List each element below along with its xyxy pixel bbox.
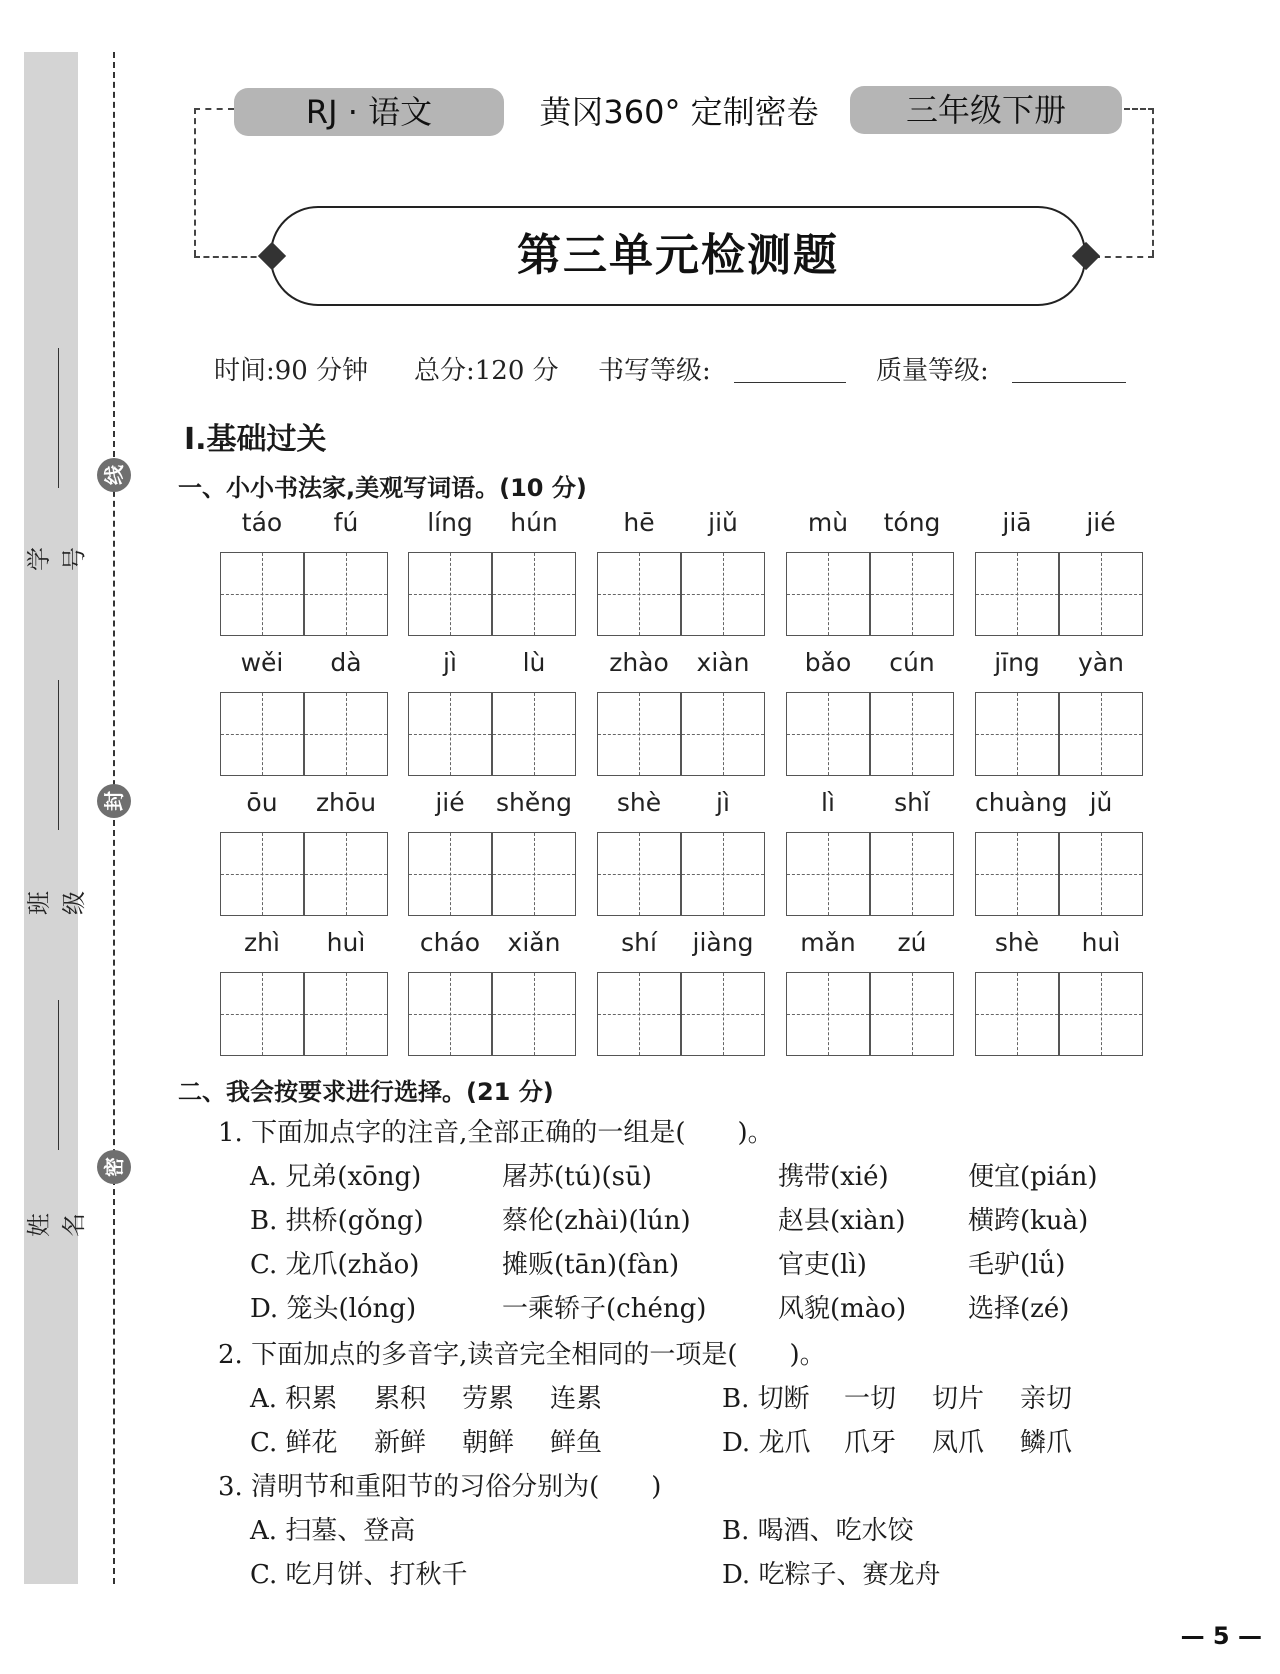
writing-cell[interactable]: [597, 972, 681, 1056]
writing-cell[interactable]: [975, 692, 1059, 776]
q2-2-item: 凤爪: [932, 1428, 985, 1458]
writing-cell[interactable]: [220, 692, 304, 776]
writing-cell[interactable]: [681, 552, 765, 636]
word-box[interactable]: [220, 508, 388, 636]
word-box[interactable]: [408, 788, 576, 916]
writing-cell[interactable]: [1059, 972, 1143, 1056]
word-box[interactable]: [597, 788, 765, 916]
q2-2-item: 切片: [932, 1384, 985, 1414]
pinyin-label: zhào: [609, 648, 669, 677]
q2-1-option[interactable]: C. 龙爪(zhǎo): [250, 1250, 420, 1280]
q2-3-option-c[interactable]: C. 吃月饼、打秋千: [250, 1560, 468, 1590]
q2-2-item: 连累: [550, 1384, 603, 1414]
word-box[interactable]: [975, 788, 1143, 916]
q2-2-item: 亲切: [1020, 1384, 1073, 1414]
q2-2-item: 累积: [374, 1384, 427, 1414]
q2-2-option[interactable]: B. 切断: [722, 1384, 810, 1414]
pinyin-label: zú: [897, 928, 927, 957]
question-1-title: 一、小小书法家,美观写词语。(10 分): [178, 474, 587, 502]
pinyin-label: jì: [716, 788, 730, 817]
name-blank[interactable]: [58, 1000, 59, 1150]
subject-pill: RJ · 语文: [234, 88, 504, 136]
q2-2-item: 爪牙: [844, 1428, 897, 1458]
pinyin-label: yàn: [1078, 648, 1124, 677]
pinyin-label: shè: [994, 928, 1040, 957]
time-limit: 时间:90 分钟: [214, 356, 369, 386]
pinyin-label: mǎn: [800, 928, 856, 957]
writing-cell[interactable]: [304, 972, 388, 1056]
pinyin-label: hún: [510, 508, 558, 537]
header-dash-left: [194, 108, 234, 110]
q2-1-item: 携带(xié): [778, 1162, 889, 1192]
binding-margin: [24, 52, 78, 1584]
pinyin-label: xiàn: [696, 648, 750, 677]
writing-cell[interactable]: [975, 552, 1059, 636]
writing-cell[interactable]: [1059, 832, 1143, 916]
pinyin-label: zhì: [244, 928, 280, 957]
quality-grade-blank[interactable]: [1012, 382, 1126, 383]
writing-grade-blank[interactable]: [734, 382, 846, 383]
header-dash-left-v: [194, 108, 196, 256]
pinyin-label: huì: [326, 928, 366, 957]
writing-cell[interactable]: [1059, 552, 1143, 636]
word-box[interactable]: [220, 648, 388, 776]
q2-1-stem: 1. 下面加点字的注音,全部正确的一组是( )。: [218, 1118, 774, 1148]
q2-1-item: 便宜(pián): [968, 1162, 1098, 1192]
q2-3-option-b[interactable]: B. 喝酒、吃水饺: [722, 1516, 914, 1546]
header-dash-left-b: [194, 256, 266, 258]
writing-cell[interactable]: [220, 972, 304, 1056]
word-box[interactable]: [220, 928, 388, 1056]
q2-3-option-d[interactable]: D. 吃粽子、赛龙舟: [722, 1560, 941, 1590]
writing-cell[interactable]: [870, 832, 954, 916]
q2-2-item: 鳞爪: [1020, 1428, 1073, 1458]
grade-pill: 三年级下册: [850, 86, 1122, 134]
total-score: 总分:120 分: [414, 356, 559, 386]
section-title: Ⅰ.基础过关: [184, 422, 327, 457]
q2-2-option[interactable]: C. 鲜花: [250, 1428, 338, 1458]
pinyin-label: lì: [821, 788, 835, 817]
word-box[interactable]: [786, 928, 954, 1056]
class-blank[interactable]: [58, 680, 59, 830]
q2-2-option[interactable]: A. 积累: [250, 1384, 338, 1414]
writing-cell[interactable]: [597, 832, 681, 916]
q2-2-item: 劳累: [462, 1384, 515, 1414]
writing-cell[interactable]: [408, 552, 492, 636]
writing-cell[interactable]: [681, 972, 765, 1056]
header-dash-right: [1124, 108, 1154, 110]
word-box[interactable]: [975, 508, 1143, 636]
pinyin-label: fú: [333, 508, 359, 537]
name-label: 姓名: [25, 1213, 88, 1237]
header-dash-right-v: [1152, 108, 1154, 256]
word-box[interactable]: [408, 928, 576, 1056]
pinyin-label: shěng: [496, 788, 572, 817]
writing-cell[interactable]: [492, 832, 576, 916]
pinyin-label: jiàng: [692, 928, 754, 957]
pinyin-label: jīng: [994, 648, 1040, 677]
pinyin-label: zhōu: [315, 788, 377, 817]
page-title: 第三单元检测题: [517, 230, 839, 281]
pinyin-label: jiǔ: [708, 508, 738, 537]
q2-2-stem: 2. 下面加点的多音字,读音完全相同的一项是( )。: [218, 1340, 826, 1370]
word-box[interactable]: [597, 508, 765, 636]
pinyin-label: lù: [522, 648, 546, 677]
seal-line-mark: 线: [97, 458, 131, 492]
seal-seal-mark: 封: [97, 784, 131, 818]
word-box[interactable]: [408, 648, 576, 776]
series-name: 黄冈360° 定制密卷: [539, 93, 819, 131]
writing-cell[interactable]: [681, 832, 765, 916]
writing-cell[interactable]: [304, 552, 388, 636]
seal-secret-mark: 密: [97, 1150, 131, 1184]
pinyin-label: cún: [889, 648, 935, 677]
writing-cell[interactable]: [304, 832, 388, 916]
word-box[interactable]: [975, 928, 1143, 1056]
writing-cell[interactable]: [408, 972, 492, 1056]
word-box[interactable]: [408, 508, 576, 636]
q2-1-item: 风貌(mào): [778, 1294, 907, 1324]
pinyin-label: ōu: [246, 788, 278, 817]
cut-line: [113, 52, 115, 1584]
q2-1-item: 赵县(xiàn): [778, 1206, 906, 1236]
pinyin-label: chuàng: [975, 788, 1068, 817]
q2-1-item: 官吏(lì): [778, 1250, 867, 1280]
header-dash-right-b: [1094, 256, 1154, 258]
writing-cell[interactable]: [681, 692, 765, 776]
pinyin-label: huì: [1081, 928, 1121, 957]
writing-cell[interactable]: [975, 832, 1059, 916]
writing-cell[interactable]: [870, 972, 954, 1056]
pinyin-label: tóng: [883, 508, 941, 537]
pinyin-label: cháo: [419, 928, 481, 957]
writing-cell[interactable]: [408, 832, 492, 916]
student-id-label: 学号: [25, 547, 88, 571]
q2-1-item: 一乘轿子(chéng): [502, 1294, 707, 1324]
class-label: 班级: [25, 891, 88, 915]
writing-cell[interactable]: [492, 692, 576, 776]
pinyin-label: líng: [427, 508, 473, 537]
q2-2-item: 鲜鱼: [550, 1428, 603, 1458]
word-box[interactable]: [786, 648, 954, 776]
word-box[interactable]: [786, 508, 954, 636]
writing-cell[interactable]: [597, 692, 681, 776]
writing-cell[interactable]: [220, 832, 304, 916]
q2-2-item: 朝鲜: [462, 1428, 515, 1458]
writing-cell[interactable]: [220, 552, 304, 636]
student-id-blank[interactable]: [58, 348, 59, 488]
word-box[interactable]: [597, 928, 765, 1056]
q2-1-option[interactable]: A. 兄弟(xōng): [250, 1162, 422, 1192]
writing-cell[interactable]: [786, 832, 870, 916]
page-number: — 5 —: [1180, 1622, 1262, 1650]
pinyin-label: xiǎn: [507, 928, 561, 957]
q2-2-option[interactable]: D. 龙爪: [722, 1428, 811, 1458]
pinyin-label: hē: [623, 508, 655, 537]
q2-1-item: 横跨(kuà): [968, 1206, 1089, 1236]
pinyin-label: jiā: [1002, 508, 1032, 537]
word-box[interactable]: [597, 648, 765, 776]
pinyin-label: jì: [443, 648, 457, 677]
q2-2-item: 一切: [844, 1384, 897, 1414]
q2-1-item: 蔡伦(zhài)(lún): [502, 1206, 691, 1236]
word-box[interactable]: [220, 788, 388, 916]
pinyin-label: shí: [621, 928, 657, 957]
writing-cell[interactable]: [786, 692, 870, 776]
pinyin-label: shǐ: [894, 788, 930, 817]
word-box[interactable]: [975, 648, 1143, 776]
word-box[interactable]: [786, 788, 954, 916]
writing-cell[interactable]: [1059, 692, 1143, 776]
quality-grade-label: 质量等级:: [876, 356, 989, 386]
pinyin-label: jié: [435, 788, 465, 817]
writing-cell[interactable]: [304, 692, 388, 776]
pinyin-label: shè: [616, 788, 662, 817]
q2-1-item: 摊贩(tān)(fàn): [502, 1250, 680, 1280]
q2-1-option[interactable]: B. 拱桥(gǒng): [250, 1206, 424, 1236]
question-2-title: 二、我会按要求进行选择。(21 分): [178, 1078, 554, 1106]
q2-3-option-a[interactable]: A. 扫墓、登高: [250, 1516, 416, 1546]
pinyin-label: bǎo: [804, 648, 852, 677]
writing-cell[interactable]: [870, 692, 954, 776]
writing-cell[interactable]: [492, 552, 576, 636]
pinyin-label: dà: [330, 648, 362, 677]
writing-cell[interactable]: [408, 692, 492, 776]
q2-1-item: 毛驴(lǘ): [968, 1250, 1066, 1280]
pinyin-label: táo: [241, 508, 283, 537]
q2-1-item: 选择(zé): [968, 1294, 1070, 1324]
writing-cell[interactable]: [786, 552, 870, 636]
writing-grade-label: 书写等级:: [598, 356, 711, 386]
pinyin-label: jǔ: [1089, 788, 1113, 817]
q2-2-item: 新鲜: [374, 1428, 427, 1458]
q2-3-stem: 3. 清明节和重阳节的习俗分别为( ): [218, 1472, 662, 1502]
pinyin-label: mù: [807, 508, 849, 537]
writing-cell[interactable]: [786, 972, 870, 1056]
writing-cell[interactable]: [975, 972, 1059, 1056]
pinyin-label: wěi: [240, 648, 284, 677]
writing-cell[interactable]: [492, 972, 576, 1056]
q2-1-option[interactable]: D. 笼头(lóng): [250, 1294, 417, 1324]
q2-1-item: 屠苏(tú)(sū): [502, 1162, 652, 1192]
writing-cell[interactable]: [597, 552, 681, 636]
pinyin-label: jié: [1086, 508, 1116, 537]
writing-cell[interactable]: [870, 552, 954, 636]
